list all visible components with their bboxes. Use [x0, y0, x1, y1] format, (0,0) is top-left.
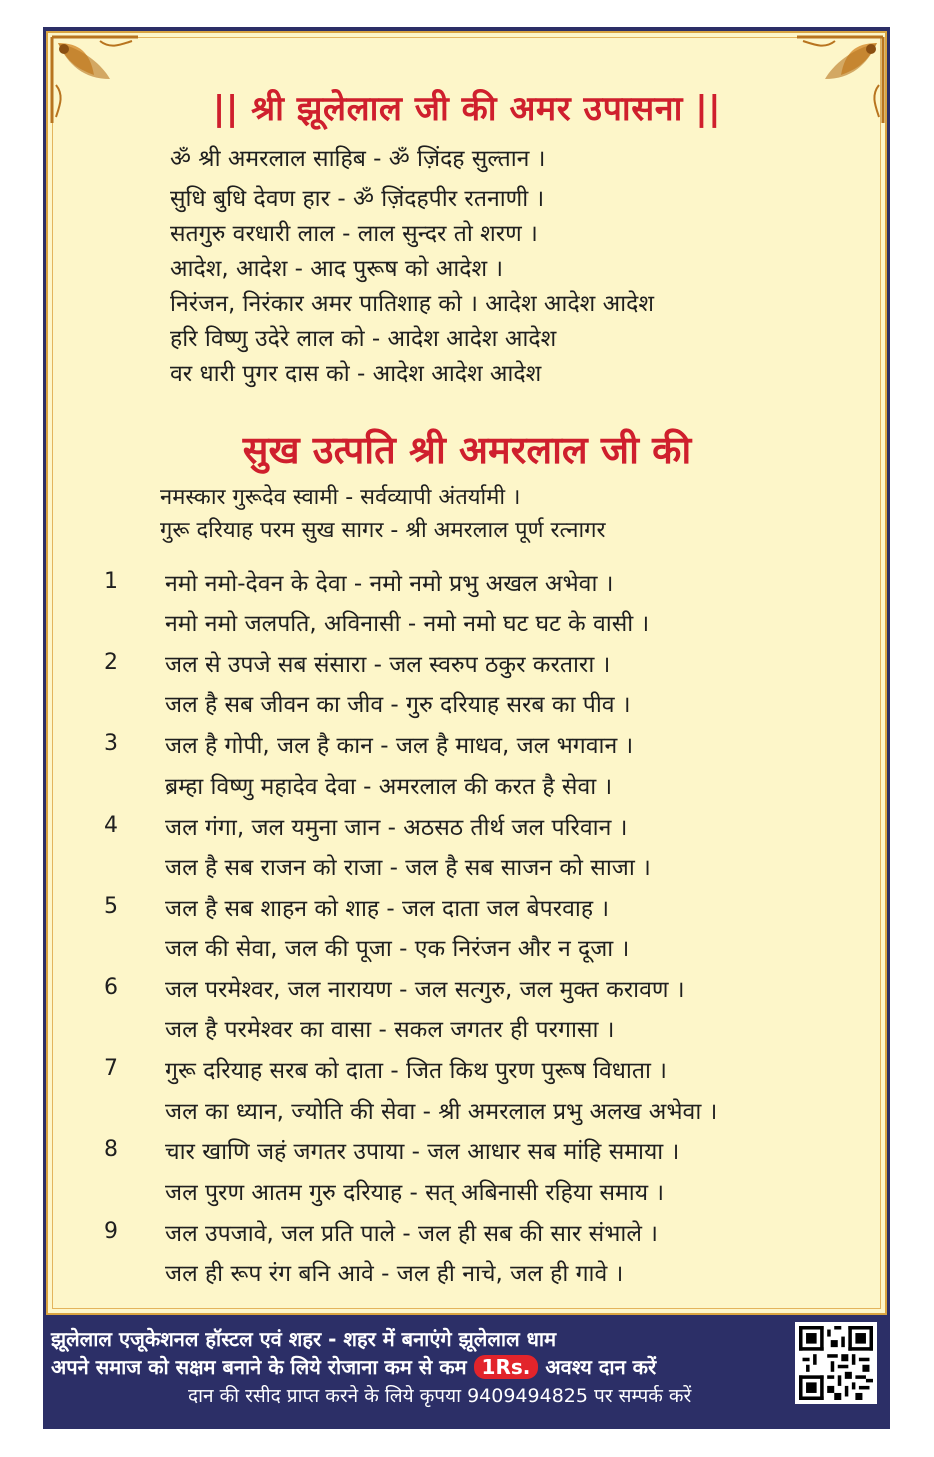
upasana-line: निरंजन, निरंकार अमर पातिशाह को । आदेश आदेश आदेश	[170, 291, 654, 317]
upasana-line: ॐ श्री अमरलाल साहिब - ॐ ज़िंदह सुल्तान ।	[170, 146, 546, 172]
footer-banner	[43, 1315, 890, 1429]
verse-line: नमो नमो जलपति, अविनासी - नमो नमो घट घट के वासी ।	[165, 611, 650, 637]
verse-number: 3	[104, 731, 118, 756]
upasana-line: आदेश, आदेश - आद पुरूष को आदेश ।	[170, 256, 504, 282]
verse-number: 1	[104, 569, 118, 594]
verse-number: 2	[104, 650, 118, 675]
footer-appeal	[51, 1353, 801, 1380]
verse-line: ब्रम्हा विष्णु महादेव देवा - अमरलाल की करत है सेवा ।	[165, 774, 613, 800]
verse-number: 4	[104, 813, 118, 838]
verse-line: नमो नमो-देवन के देवा - नमो नमो प्रभु अखल अभेवा ।	[165, 571, 614, 597]
amount-badge: 1Rs.	[474, 1355, 539, 1379]
main-title: || श्री झूलेलाल जी की अमर उपासना ||	[212, 89, 722, 129]
verse-line: जल है परमेश्वर का वासा - सकल जगतर ही परगासा ।	[165, 1017, 615, 1043]
verse-line: गुरू दरियाह सरब को दाता - जित किथ पुरण पुरूष विधाता ।	[165, 1058, 667, 1084]
verse-line: जल है सब जीवन का जीव - गुरु दरियाह सरब का पीव ।	[165, 692, 631, 718]
verse-number: 5	[104, 894, 118, 919]
verse-number: 8	[104, 1137, 118, 1162]
verse-number: 7	[104, 1056, 118, 1081]
qr-code-icon	[799, 1326, 873, 1400]
footer-contact: दान की रसीद प्राप्त करने के लिये कृपया 9409494825 पर सम्पर्क करें	[188, 1385, 692, 1407]
upasana-line: वर धारी पुगर दास को - आदेश आदेश आदेश	[170, 361, 542, 387]
verse-line: चार खाणि जहं जगतर उपाया - जल आधार सब मांहि समाया ।	[165, 1139, 680, 1165]
verse-line: जल परमेश्वर, जल नारायण - जल सत्गुरु, जल मुक्त करावण ।	[165, 977, 685, 1003]
footer-appeal-text: अपने समाज को सक्षम बनाने के लिये रोजाना कम से कम	[51, 1355, 467, 1379]
verse-line: जल है गोपी, जल है कान - जल है माधव, जल भगवान ।	[165, 733, 634, 759]
footer-headline: झूलेलाल एजूकेशनल हॉस्टल एवं शहर - शहर में बनाएंगे झूलेलाल धाम	[51, 1327, 557, 1351]
verse-line: जल है सब राजन को राजा - जल है सब साजन को साजा ।	[165, 855, 651, 881]
verse-line: जल गंगा, जल यमुना जान - अठसठ तीर्थ जल परिवान ।	[165, 815, 628, 841]
upasana-line: हरि विष्णु उदेरे लाल को - आदेश आदेश आदेश	[170, 326, 557, 352]
verse-line: जल पुरण आतम गुरु दरियाह - सत् अबिनासी रहिया समाय ।	[165, 1180, 665, 1206]
verse-line: जल है सब शाहन को शाह - जल दाता जल बेपरवाह ।	[165, 896, 610, 922]
verse-line: जल ही रूप रंग बनि आवे - जल ही नाचे, जल ही गावे ।	[165, 1261, 624, 1287]
verse-line: जल से उपजे सब संसारा - जल स्वरुप ठकुर करतारा ।	[165, 652, 611, 678]
upasana-line: सतगुरु वरधारी लाल - लाल सुन्दर तो शरण ।	[170, 221, 538, 247]
verse-line: जल की सेवा, जल की पूजा - एक निरंजन और न दूजा ।	[165, 936, 630, 962]
upasana-line: सुधि बुधि देवण हार - ॐ ज़िंदहपीर रतनाणी ।	[170, 186, 545, 212]
verse-number: 6	[104, 975, 118, 1000]
invocation-line: गुरू दरियाह परम सुख सागर - श्री अमरलाल पूर्ण रत्नागर	[160, 518, 606, 543]
qr-code[interactable]	[795, 1322, 877, 1404]
footer-appeal-suffix: अवश्य दान करें	[545, 1355, 657, 1379]
invocation-line: नमस्कार गुरूदेव स्वामी - सर्वव्यापी अंतर्यामी ।	[160, 485, 521, 510]
verse-line: जल उपजावे, जल प्रति पाले - जल ही सब की सार संभाले ।	[165, 1221, 658, 1247]
verse-number: 9	[104, 1219, 118, 1244]
section-title: सुख उत्पति श्री अमरलाल जी की	[242, 428, 692, 472]
verse-line: जल का ध्यान, ज्योति की सेवा - श्री अमरलाल प्रभु अलख अभेवा ।	[165, 1099, 718, 1125]
